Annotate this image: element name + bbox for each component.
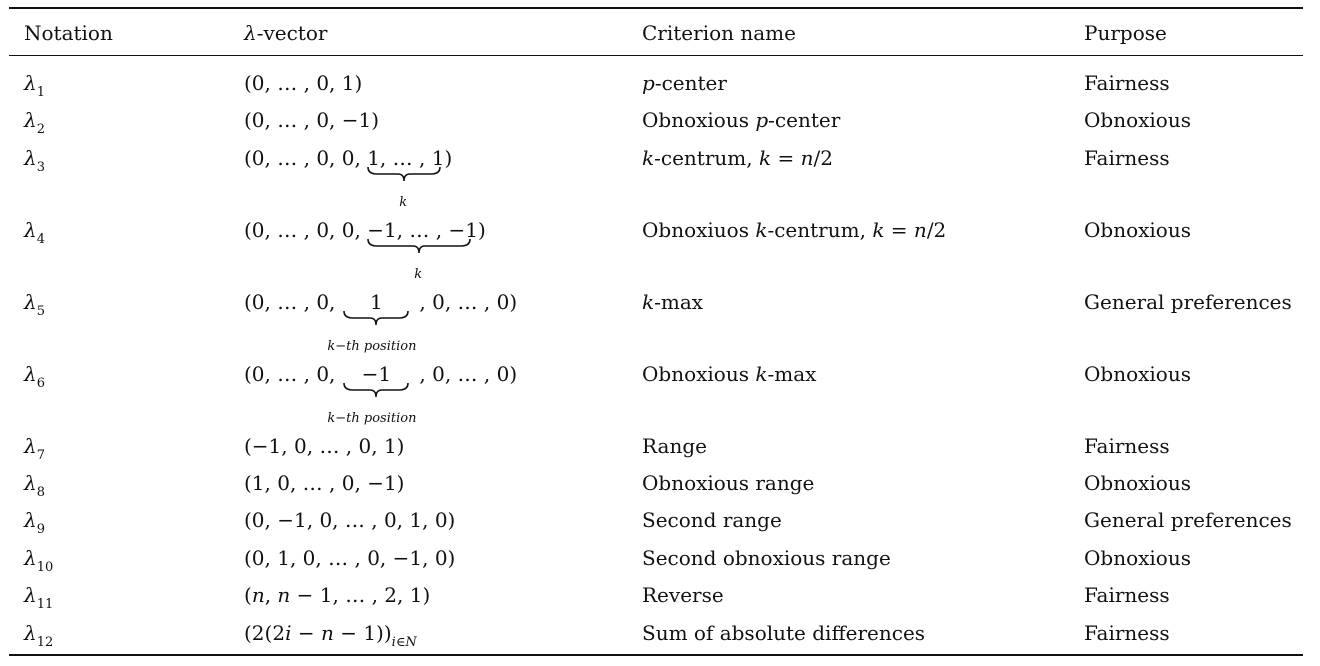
lambda-symbol: λ	[24, 546, 37, 570]
purpose-cell: General preferences	[1084, 290, 1292, 314]
vector-cell	[244, 362, 518, 426]
criterion-cell	[642, 71, 727, 95]
criterion-text: Obnoxiuos	[642, 218, 756, 242]
math-var: n	[320, 621, 334, 645]
math-var: k	[642, 146, 655, 170]
header-vector	[244, 21, 327, 45]
criterion-text: -max	[654, 290, 704, 314]
underbrace	[367, 166, 441, 182]
lambda-symbol: λ	[24, 621, 37, 645]
underbrace-group	[327, 290, 417, 354]
vector-text: )	[444, 146, 453, 170]
lambda-symbol: λ	[24, 146, 37, 170]
math-var: n	[251, 583, 265, 607]
math-var: k	[642, 290, 655, 314]
criterion-text: -centrum,	[654, 146, 759, 170]
lambda-symbol: λ	[24, 471, 37, 495]
vector-text: (0, … , 0,	[244, 290, 336, 314]
lambda-symbol: λ	[24, 362, 37, 386]
criterion-text: =	[771, 146, 801, 170]
purpose-cell: Fairness	[1084, 434, 1170, 458]
criterion-cell	[642, 290, 703, 314]
vector-cell: (0, … , 0, 1)	[244, 71, 363, 95]
notation-index: 4	[36, 232, 45, 247]
header-purpose: Purpose	[1084, 21, 1167, 45]
lambda-symbol: λ	[24, 583, 37, 607]
notation-cell	[24, 146, 45, 174]
notation-cell	[24, 508, 45, 536]
underbrace-group	[367, 218, 478, 282]
underbrace-label: k−th position	[327, 411, 417, 426]
vector-text: 1	[370, 290, 383, 314]
vector-text: −1, … , −1	[367, 218, 478, 242]
vector-text: (0, … , 0, 0,	[244, 146, 368, 170]
purpose-cell: Obnoxious	[1084, 362, 1191, 386]
math-var: n	[277, 583, 291, 607]
math-var: i	[285, 621, 292, 645]
vector-subscript: i∈N	[391, 635, 417, 650]
notation-cell	[24, 583, 53, 611]
criterion-cell: Second obnoxious range	[642, 546, 891, 570]
vector-cell: (0, … , 0, −1)	[244, 108, 380, 132]
notation-index: 1	[36, 85, 45, 100]
notation-index: 7	[36, 448, 45, 463]
notation-cell	[24, 471, 45, 499]
criterion-text: Obnoxious	[642, 108, 756, 132]
vector-cell: (0, −1, 0, … , 0, 1, 0)	[244, 508, 456, 532]
criterion-cell	[642, 146, 833, 170]
lambda-symbol: λ	[24, 508, 37, 532]
vector-text: (2(2	[244, 621, 286, 645]
vector-text: (0, … , 0,	[244, 362, 336, 386]
notation-cell	[24, 362, 45, 390]
math-var: p	[755, 108, 769, 132]
notation-index: 3	[36, 160, 45, 175]
vector-text: −	[291, 621, 321, 645]
notation-index: 8	[36, 485, 45, 500]
notation-index: 12	[36, 635, 54, 650]
notation-cell	[24, 434, 45, 462]
criterion-cell: Sum of absolute differences	[642, 621, 926, 645]
lambda-symbol: λ	[24, 290, 37, 314]
vector-text: ,	[264, 583, 278, 607]
purpose-cell: Obnoxious	[1084, 546, 1191, 570]
underbrace-group	[327, 362, 417, 426]
notation-cell	[24, 71, 45, 99]
criterion-text: -centrum,	[767, 218, 873, 242]
vector-text: − 1, … , 2, 1)	[290, 583, 431, 607]
lambda-symbol: λ	[24, 71, 37, 95]
vector-text: )	[477, 218, 486, 242]
lambda-symbol: λ	[24, 434, 37, 458]
math-var: n	[800, 146, 814, 170]
underbrace-label: k−th position	[327, 339, 417, 354]
vector-cell: (0, 1, 0, … , 0, −1, 0)	[244, 546, 456, 570]
notation-cell	[24, 290, 45, 318]
notation-index: 5	[36, 304, 45, 319]
top-rule	[9, 7, 1303, 9]
criterion-text: -max	[767, 362, 817, 386]
lambda-symbol: λ	[24, 218, 37, 242]
vector-text: 1, … , 1	[367, 146, 445, 170]
criterion-cell: Range	[642, 434, 707, 458]
math-var: k	[872, 218, 885, 242]
vector-text: (0, … , 0, 0,	[244, 218, 368, 242]
vector-text: − 1))	[333, 621, 392, 645]
header-criterion: Criterion name	[642, 21, 796, 45]
purpose-cell: General preferences	[1084, 508, 1292, 532]
notation-index: 6	[36, 376, 45, 391]
vector-cell	[244, 621, 417, 649]
vector-text: (	[244, 583, 252, 607]
math-var: k	[758, 146, 772, 170]
criterion-text: /2	[926, 218, 947, 242]
purpose-cell: Fairness	[1084, 583, 1170, 607]
underbrace-label: k	[399, 195, 408, 210]
underbrace	[343, 310, 409, 326]
notation-index: 11	[36, 597, 54, 612]
criterion-cell	[642, 218, 946, 242]
vector-cell: (1, 0, … , 0, −1)	[244, 471, 405, 495]
vector-cell	[244, 583, 430, 607]
criterion-cell: Reverse	[642, 583, 724, 607]
criterion-cell: Second range	[642, 508, 782, 532]
purpose-cell: Obnoxious	[1084, 108, 1191, 132]
vector-text: , 0, … , 0)	[419, 362, 518, 386]
math-var: p	[642, 71, 655, 95]
criterion-text: /2	[813, 146, 833, 170]
notation-index: 2	[36, 122, 45, 137]
notation-cell	[24, 108, 45, 136]
vector-cell: (−1, 0, … , 0, 1)	[244, 434, 405, 458]
criterion-text: -center	[654, 71, 727, 95]
lambda-symbol: λ	[24, 108, 37, 132]
vector-cell	[244, 218, 486, 282]
criterion-cell	[642, 362, 816, 386]
vector-text: −1	[361, 362, 392, 386]
criterion-cell	[642, 108, 840, 132]
purpose-cell: Fairness	[1084, 146, 1170, 170]
criterion-text: Obnoxious	[642, 362, 756, 386]
vector-cell	[244, 146, 453, 210]
notation-cell	[24, 218, 45, 246]
lambda-symbol: λ	[244, 21, 257, 45]
math-var: k	[755, 362, 768, 386]
underbrace	[343, 382, 409, 398]
header-rule	[9, 55, 1303, 56]
underbrace-group	[367, 146, 445, 210]
purpose-cell: Fairness	[1084, 71, 1170, 95]
purpose-cell: Obnoxious	[1084, 218, 1191, 242]
purpose-cell: Obnoxious	[1084, 471, 1191, 495]
criterion-text: =	[884, 218, 914, 242]
bottom-rule	[9, 654, 1303, 656]
math-var: k	[755, 218, 768, 242]
criterion-text: -center	[768, 108, 841, 132]
vector-cell	[244, 290, 518, 354]
underbrace-label: k	[414, 267, 423, 282]
notation-index: 10	[36, 560, 54, 575]
criterion-cell: Obnoxious range	[642, 471, 815, 495]
vector-text: , 0, … , 0)	[419, 290, 518, 314]
math-var: n	[913, 218, 927, 242]
underbrace	[367, 238, 471, 254]
purpose-cell: Fairness	[1084, 621, 1170, 645]
header-notation: Notation	[24, 21, 113, 45]
notation-cell	[24, 546, 53, 574]
notation-index: 9	[36, 522, 45, 537]
notation-cell	[24, 621, 53, 649]
header-vector-text: -vector	[256, 21, 328, 45]
